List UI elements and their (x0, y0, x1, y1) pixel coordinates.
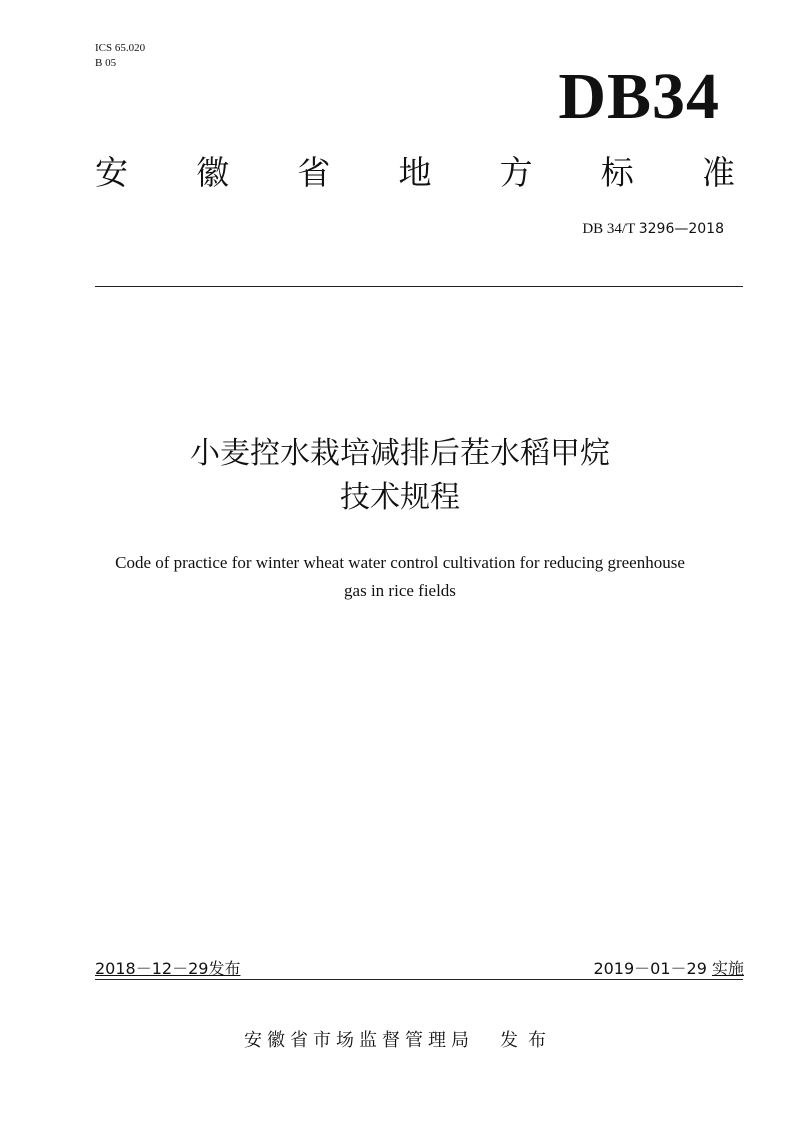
bottom-divider (95, 979, 743, 980)
db-mark: DB34 (558, 60, 720, 133)
title-english (60, 549, 740, 605)
title-chinese-line: 小麦控水栽培减排后茬水稻甲烷 (190, 436, 610, 471)
standard-type-char: 安 (95, 153, 128, 192)
standard-type-char: 准 (701, 153, 735, 192)
standard-number-prefix: DB 34/T (582, 221, 639, 237)
standard-type-char: 方 (499, 153, 533, 192)
ics-code: ICS 65.020 (95, 42, 146, 54)
issuer-name: 安徽省市场监督管理局 (244, 1030, 474, 1051)
effective-label: 实施 (711, 959, 744, 978)
title-chinese-line: 技术规程 (340, 480, 460, 515)
effective-date: 2019－01－29 (593, 959, 707, 978)
publish-label: 发布 (208, 959, 241, 978)
effective-date-block (593, 958, 744, 980)
title-chinese (0, 432, 800, 520)
standard-type (95, 152, 735, 194)
issuer-action: 发布 (500, 1030, 556, 1051)
standard-type-char: 省 (297, 153, 331, 192)
standard-number (582, 219, 724, 239)
issuer-line (0, 1028, 800, 1054)
classification-codes (95, 41, 145, 71)
ccs-code: B 05 (95, 57, 117, 69)
title-english-line: Code of practice for winter wheat water control cultivation for reducing greenhouse (115, 553, 685, 572)
publish-date: 2018－12－29 (95, 959, 209, 978)
title-english-line: gas in rice fields (344, 581, 456, 600)
publish-date-block (95, 958, 240, 980)
top-divider (95, 286, 743, 287)
standard-number-value: 3296—2018 (638, 221, 724, 237)
standard-type-char: 地 (398, 153, 432, 192)
standard-type-char: 徽 (196, 153, 230, 192)
standard-type-char: 标 (600, 153, 634, 192)
